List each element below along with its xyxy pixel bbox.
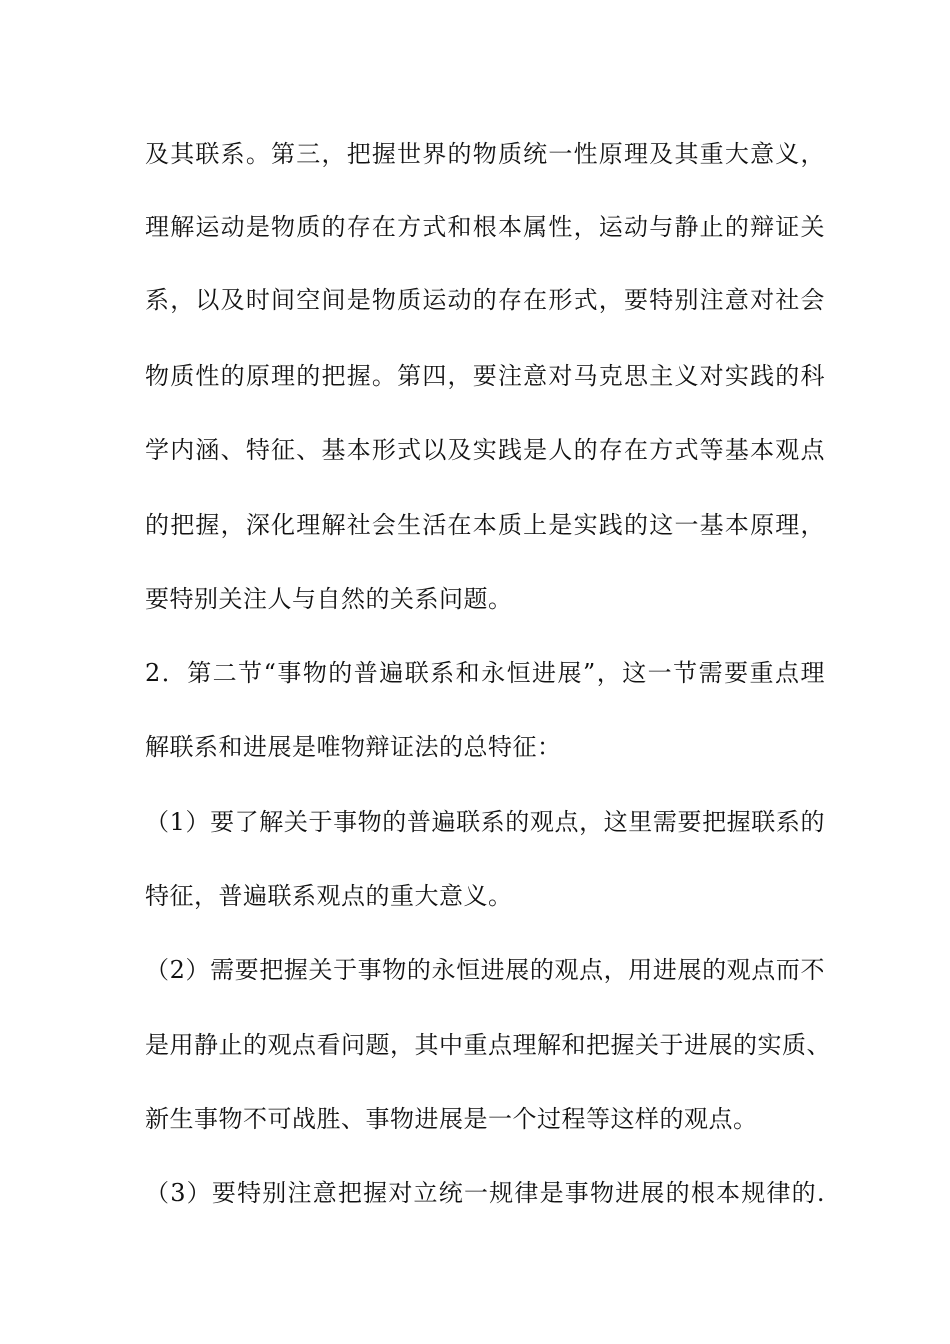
text-line: 新生事物不可战胜、事物进展是一个过程等这样的观点。: [145, 1105, 758, 1133]
text-line: 系，以及时间空间是物质运动的存在形式，要特别注意对社会: [145, 286, 825, 314]
text-line: 理解运动是物质的存在方式和根本属性，运动与静止的辩证关: [145, 213, 825, 241]
text-line: （2）需要把握关于事物的永恒进展的观点，用进展的观点而不: [145, 956, 825, 984]
text-line: 要特别关注人与自然的关系问题。: [145, 585, 513, 613]
text-line: （1）要了解关于事物的普遍联系的观点，这里需要把握联系的: [145, 808, 825, 836]
text-line: （3）要特别注意把握对立统一规律是事物进展的根本规律的.: [145, 1179, 825, 1207]
text-line: 是用静止的观点看问题，其中重点理解和把握关于进展的实质、: [145, 1031, 831, 1059]
text-line: 学内涵、特征、基本形式以及实践是人的存在方式等基本观点: [145, 436, 825, 464]
text-line: 及其联系。第三，把握世界的物质统一性原理及其重大意义，: [145, 140, 825, 168]
text-line: 2．第二节“事物的普遍联系和永恒进展”，这一节需要重点理: [145, 659, 825, 687]
text-line: 物质性的原理的把握。第四，要注意对马克思主义对实践的科: [145, 362, 825, 390]
text-line: 解联系和进展是唯物辩证法的总特征：: [145, 733, 562, 761]
text-line: 的把握，深化理解社会生活在本质上是实践的这一基本原理，: [145, 511, 825, 539]
text-line: 特征，普遍联系观点的重大意义。: [145, 882, 513, 910]
